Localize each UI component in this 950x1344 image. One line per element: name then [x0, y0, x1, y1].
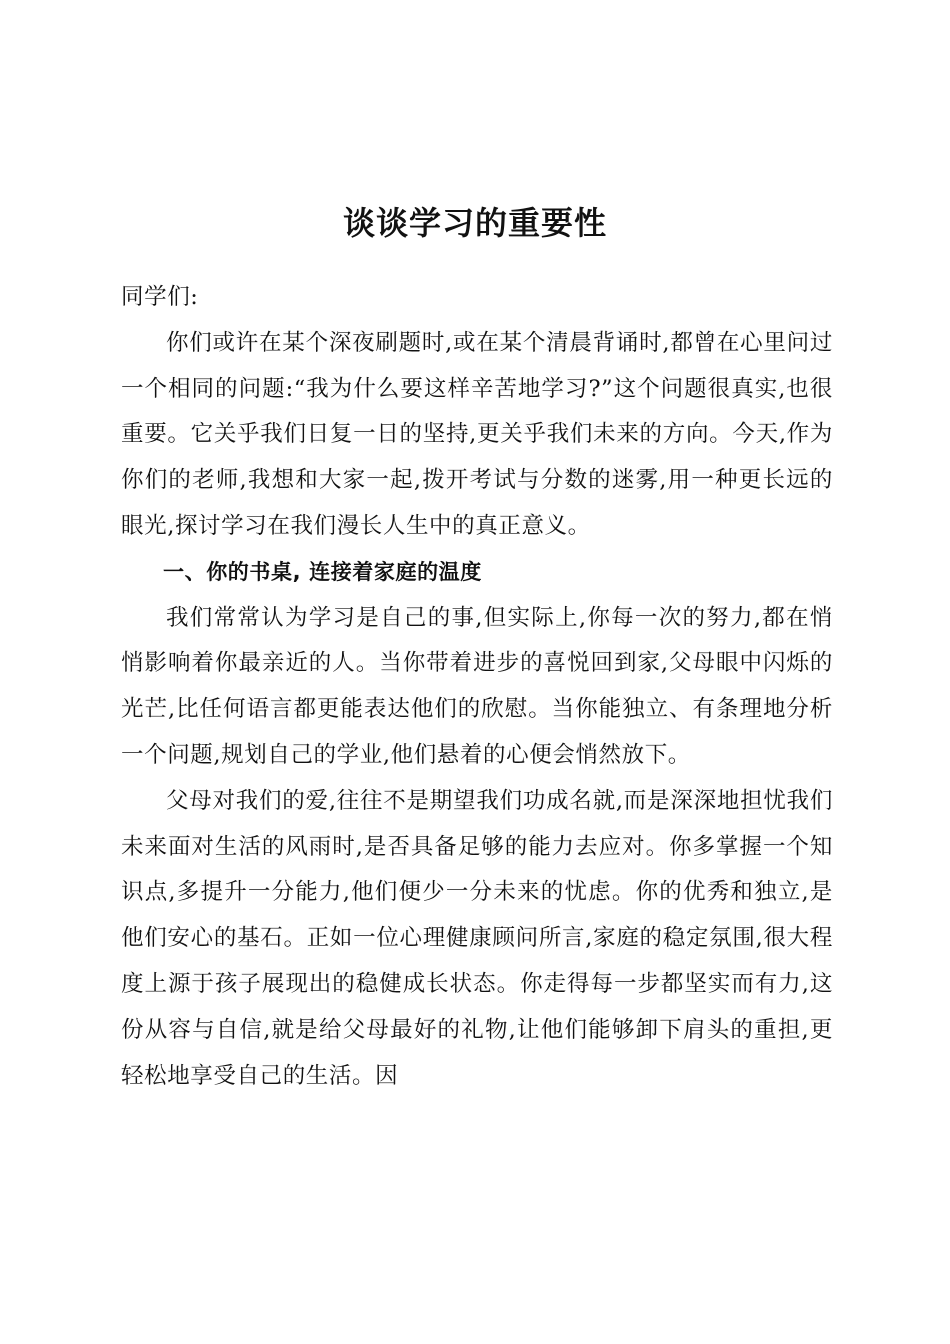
section-heading-1: 一、你的书桌, 连接着家庭的温度 — [163, 559, 482, 584]
section1-paragraph-2: 父母对我们的爱,往往不是期望我们功成名就,而是深深地担忧我们未来面对生活的风雨时,是否具备足够的能力去应对。你多掌握一个知识点,多提升一分能力,他们便少一分未来的忧虑。你的优秀和独立,是他们安心的基石。正如一位心理健康顾问所言,家庭的稳定氛围,很大程度上源于孩子展现出的稳健成长状态。你走得每一步都坚实而有力,这份从容与自信,就是给父母最好的礼物,让他们能够卸下肩头的重担,更轻松地享受自己的生活。因 — [121, 787, 833, 1089]
intro-paragraph: 你们或许在某个深夜刷题时,或在某个清晨背诵时,都曾在心里问过一个相同的问题:“我为什么要这样辛苦地学习?”这个问题很真实,也很重要。它关乎我们日复一日的坚持,更关乎我们未来的方向。今天,作为你们的老师,我想和大家一起,拨开考试与分数的迷雾,用一种更长远的眼光,探讨学习在我们漫长人生中的真正意义。 — [121, 329, 833, 539]
document-body — [121, 275, 833, 1099]
salutation: 同学们: — [121, 284, 199, 310]
document-title: 谈谈学习的重要性 — [342, 204, 607, 243]
section1-paragraph-1: 我们常常认为学习是自己的事,但实际上,你每一次的努力,都在悄悄影响着你最亲近的人。当你带着进步的喜悦回到家,父母眼中闪烁的光芒,比任何语言都更能表达他们的欣慰。当你能独立、有条理地分析一个问题,规划自己的学业,他们悬着的心便会悄然放下。 — [121, 604, 833, 768]
